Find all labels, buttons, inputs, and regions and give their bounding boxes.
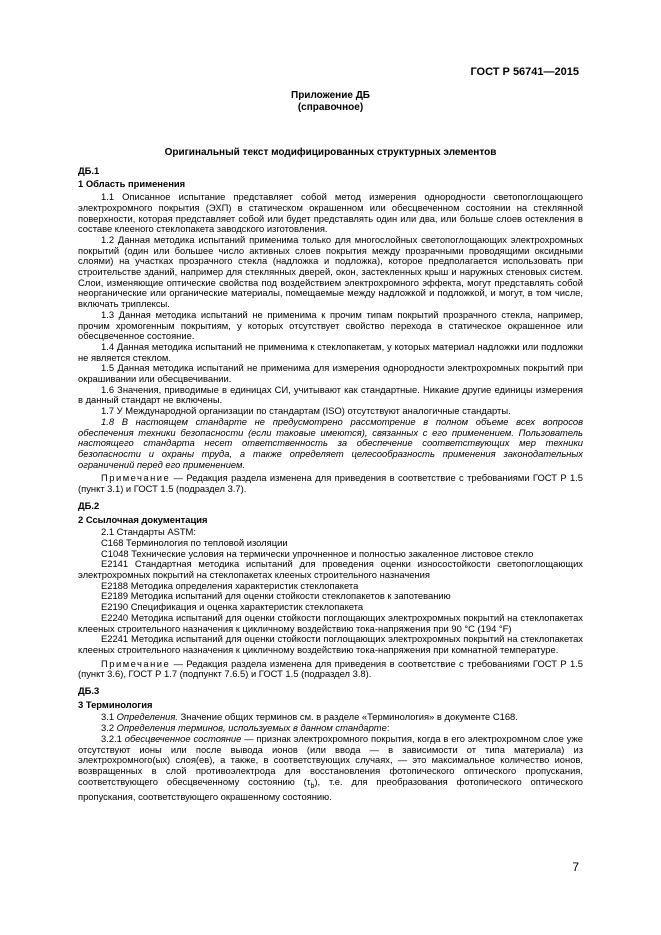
ref-e2188: E2188 Методика определения характеристик стеклопакета: [101, 579, 359, 591]
appendix-subtitle: (справочное): [297, 102, 364, 113]
ref-e2241: E2241 Методика испытаний для оценки стойкости поглощающих электрохромных покрытий на стеклопакетах клееных строительного назначения к цикличному воздействию тока-напряжения при комнатной температуре.: [78, 633, 583, 655]
ref-e2141: E2141 Стандартная методика испытаний для проведения оценки износостойкости светопоглощающих электрохромных покрытий на стеклопакетах клееных строительного назначения: [78, 558, 583, 581]
document-id: ГОСТ Р 56741—2015: [470, 66, 579, 78]
ref-e2189: E2189 Методика испытаний для оценки стойкости стеклопакетов к запотеванию: [101, 590, 451, 602]
note-text: — Редакция раздела изменена для приведения в соответствие с требованиями ГОСТ Р 1.5 (пункт 3.1) и ГОСТ 1.5 (подраздел 3.7).: [78, 472, 583, 495]
section-code-db1: ДБ.1: [78, 164, 100, 176]
ref-e2240: E2240 Методика испытаний для оценки стойкости поглощающих электрохромных покрытий на стеклопакетах клееных строительного назначения к цикличному воздействию тока-напряжения при 90 °C (194 °F): [78, 611, 583, 634]
section-heading-terminology: 3 Терминология: [78, 698, 153, 710]
document-body: [78, 148, 583, 803]
paragraph-3-1: 3.1 Определения. Значение общих терминов см. в разделе «Терминология» в документе C168.: [101, 711, 518, 723]
paragraph-3-2-1: 3.2.1 обесцвеченное состояние — признак электрохромного покрытия, когда в его электрохромном слое уже отсутствуют ионы или после вывода ионов (или ввода — в зависимости от типа материала) из электрохромного(ых) слоя(ев), а также, в соответствующих случаях, — это максимальное количество ионов, возвращенных в слой противоэлектрода для восстановления фотопического оптического пропускания, соответствующего обесцвеченному состоянию $(\tau_b)$, т.е. для преобразования фотопического оптического пропускания, соответствующего окрашенному состоянию.: [78, 732, 583, 803]
paragraph-1-4: 1.4 Данная методика испытаний не применима к стеклопакетам, у которых материал надложки или подложки не является стеклом.: [78, 340, 583, 363]
ref-c1048: C1048 Технические условия на термически упрочненное и полностью закаленное листовое стекло: [101, 547, 534, 559]
paragraph-1-5: 1.5 Данная методика испытаний не применима для измерения однородности электрохромных покрытий при окрашивании или обесцвечивании.: [78, 362, 583, 385]
paragraph-1-3: 1.3 Данная методика испытаний не применима к прочим типам покрытий прозрачного стекла, например, прочим хромогенным покрытиям, у которых отсутствует свойство перехода в статическое окрашенное или обесцвеченное состояние.: [78, 308, 583, 342]
note-label: Примечание: [101, 657, 171, 669]
paragraph-1-2: 1.2 Данная методика испытаний применима только для многослойных светопоглощающих электрохромных покрытий (один или большее число активных слоев покрытия между прозрачными проводящими оксидными слоями) на участках прозрачного стекла (надложка и подложка), которое предполагается использовать при строительстве зданий, например для стеклянных дверей, окон, застекленных крыш и наружных стеновых систем. Слои, изменяющие оптические свойства под воздействием электрохромного эффекта, могут представлять собой неорганические или органические материалы, помещаемые между надложкой и подложкой, и могут, в том числе, включать триплексы.: [78, 233, 583, 310]
note-db1: [78, 473, 583, 494]
section-code-db2: ДБ.2: [78, 499, 100, 511]
paragraph-1-6: 1.6 Значения, приводимые в единицах СИ, учитывают как стандартные. Никакие другие единицы измерения в данный стандарт не включены.: [78, 383, 583, 406]
section-heading-references: 2 Ссылочная документация: [78, 513, 208, 525]
paragraph-1-7: 1.7 У Международной организации по стандартам (ISO) отсутствуют аналогичные стандарты.: [101, 405, 511, 417]
ref-c168: C168 Терминология по тепловой изоляции: [101, 536, 288, 548]
paragraph-1-8: 1.8 В настоящем стандарте не предусмотрено рассмотрение в полном объеме всех вопросов обеспечения техники безопасности (если таковые имеются), связанных с его применением. Пользователь настоящего стандарта несет ответственность за обеспечение соответствующих мер техники безопасности и охраны труда, а также определяет целесообразность применения законодательных ограничений перед его применением.: [78, 415, 583, 470]
section-code-db3: ДБ.3: [78, 685, 100, 697]
note-text: — Редакция раздела изменена для приведения в соответствие с требованиями ГОСТ Р 1.5 (пункт 3.6), ГОСТ Р 1.7 (подпункт 7.6.5) и ГОСТ 1.5 (подраздел 3.8).: [78, 657, 583, 680]
page-number: 7: [572, 860, 579, 874]
paragraph-2-1: 2.1 Стандарты ASTM:: [101, 526, 196, 538]
ref-e2190: E2190 Спецификация и оценка характеристик стеклопакета: [101, 601, 364, 613]
main-title: Оригинальный текст модифицированных структурных элементов: [164, 147, 497, 158]
note-label: Примечание: [101, 472, 171, 484]
appendix-title: Приложение ДБ: [291, 90, 370, 101]
paragraph-3-2: 3.2 Определения терминов, используемых в данном стандарте:: [101, 722, 390, 734]
paragraph-1-1: 1.1 Описанное испытание представляет собой метод измерения однородности светопоглощающего электрохромного покрытия (ЭХП) в статическом окрашенном или обесцвеченном состоянии на стеклянной поверхности, которая представляет собой или будет представлять один или два, или больше слоев остекления в составе клееного стеклопакета заводского изготовления.: [78, 191, 583, 235]
note-db2: [78, 659, 583, 680]
section-heading-scope: 1 Область применения: [78, 178, 186, 190]
